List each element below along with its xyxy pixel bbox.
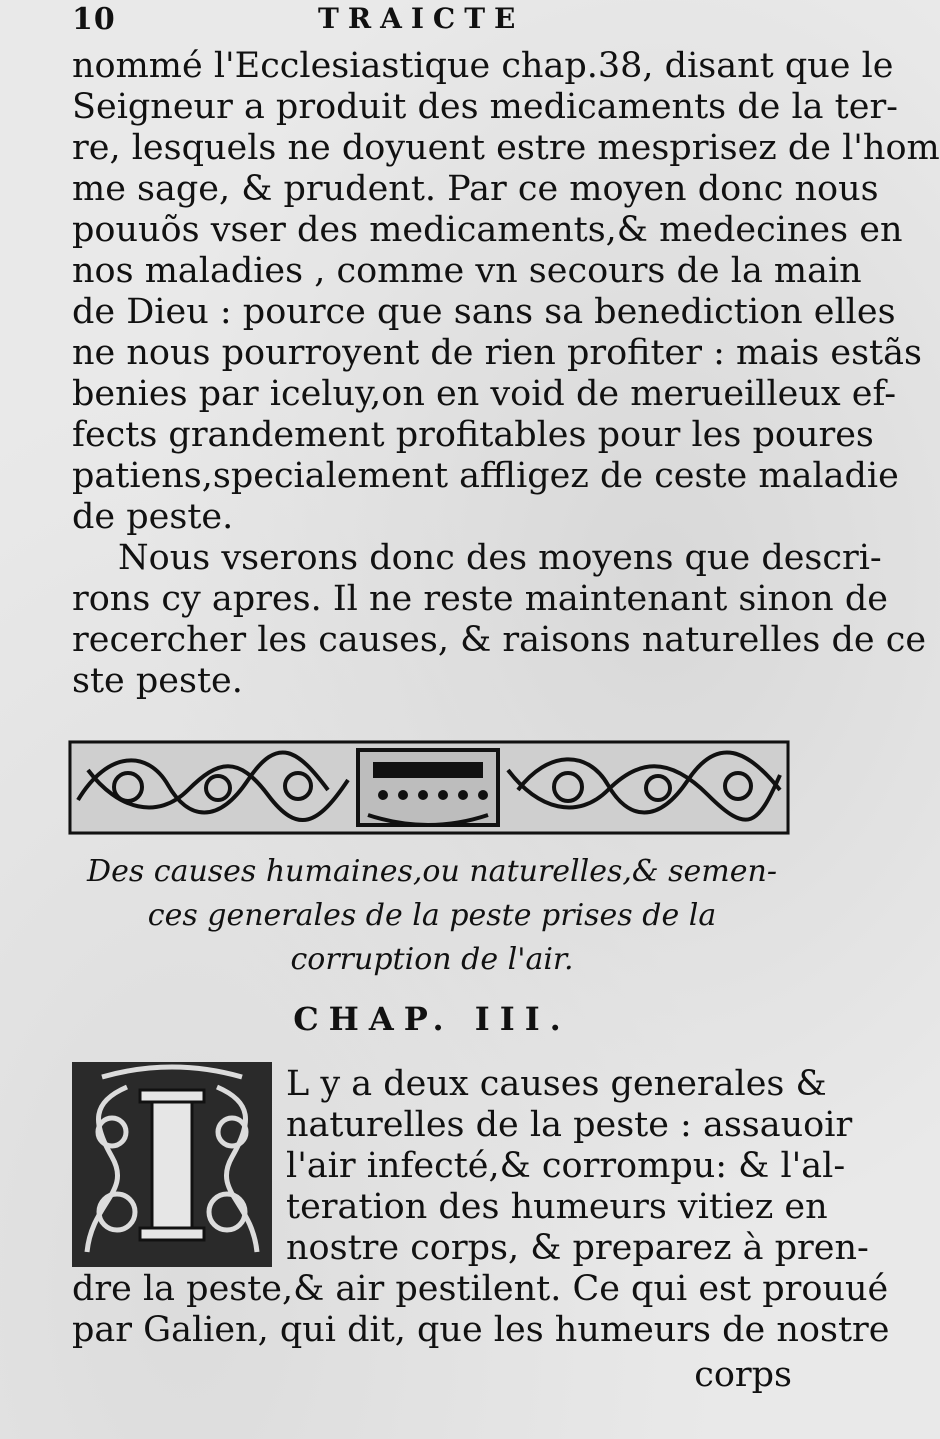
text-line: rons cy apres. Il ne reste maintenant sinon de [72,579,888,619]
chapter-label: CHAP. III. [293,1000,571,1038]
text-line: fects grandement profitables pour les poures [72,415,874,455]
text-line: patiens,specialement affligez de ceste maladie [72,456,899,496]
running-title: TRAICTE [318,2,525,35]
text-line: recercher les causes, & raisons naturelles de ce [72,620,927,660]
text-line: de peste. [72,497,234,537]
chapter-title-line: Des causes humaines,ou naturelles,& semen- [87,854,777,889]
text-line: ste peste. [72,661,243,701]
text-line: nommé l'Ecclesiastique chap.38, disant que le [72,46,894,86]
text-line: L y a deux causes generales & [286,1064,827,1104]
text-line: nostre corps, & preparez à pren- [286,1228,869,1268]
text-line: Seigneur a produit des medicaments de la ter- [72,87,899,127]
text-line: nos maladies , comme vn secours de la main [72,251,862,291]
text-line: ne nous pourroyent de rien profiter : mais estãs [72,333,922,373]
text-line: dre la peste,& air pestilent. Ce qui est prouué [72,1269,889,1309]
text-line: l'air infecté,& corrompu: & l'al- [286,1146,846,1186]
text-line: me sage, & prudent. Par ce moyen donc nous [72,169,879,209]
text-line: par Galien, qui dit, que les humeurs de nostre [72,1310,890,1350]
text-line: re, lesquels ne doyuent estre mesprisez de l'hom [72,128,940,168]
page-number: 10 [72,2,116,37]
text-line: teration des humeurs vitiez en [286,1187,828,1227]
ornament-headpiece [68,740,790,835]
catchword: corps [694,1355,792,1395]
page-header [0,0,800,40]
text-line: benies par iceluy,on en void de merueilleux ef- [72,374,897,414]
text-line: Nous vserons donc des moyens que descri- [118,538,882,578]
text-line: de Dieu : pource que sans sa benediction elles [72,292,896,332]
text-line: naturelles de la peste : assauoir [286,1105,853,1145]
text-line: pouuõs vser des medicaments,& medecines en [72,210,903,250]
chapter-title-line: ces generales de la peste prises de la [147,898,717,933]
decorated-initial-i [72,1062,272,1267]
chapter-title-line: corruption de l'air. [290,942,574,977]
